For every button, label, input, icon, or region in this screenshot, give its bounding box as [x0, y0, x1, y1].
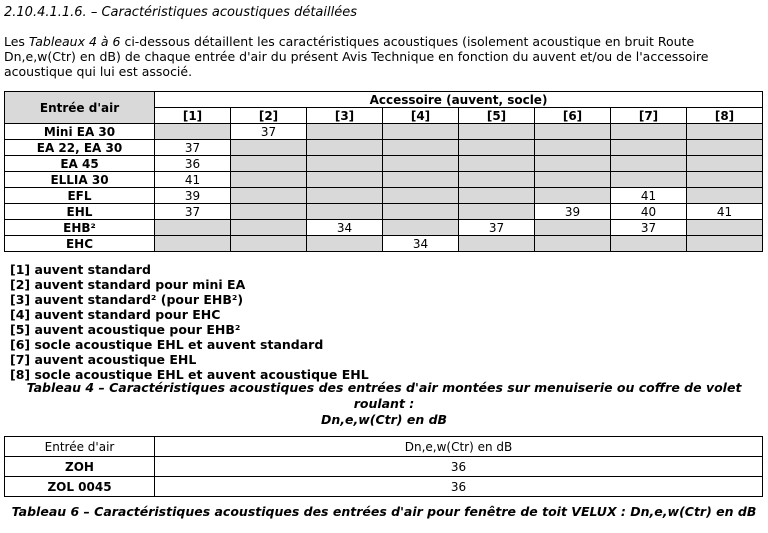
- table4-column-header: [7]: [611, 108, 687, 124]
- table-cell: [535, 124, 611, 140]
- table-cell: [459, 172, 535, 188]
- table-6: [4, 436, 763, 497]
- table-cell: 37: [155, 140, 231, 156]
- table4-column-header: [2]: [231, 108, 307, 124]
- table4-column-header: [4]: [383, 108, 459, 124]
- table-cell: [307, 188, 383, 204]
- table4-entry-header: Entrée d'air: [5, 92, 155, 124]
- table-cell: 37: [459, 220, 535, 236]
- table-cell: [459, 156, 535, 172]
- table4-column-header: [8]: [687, 108, 763, 124]
- table-cell: [535, 172, 611, 188]
- legend-item: [3] auvent standard² (pour EHB²): [10, 292, 244, 307]
- table-cell: [383, 204, 459, 220]
- table-cell: [687, 220, 763, 236]
- table-cell: [231, 140, 307, 156]
- table4-group-header: Accessoire (auvent, socle): [155, 92, 763, 108]
- table-cell: [687, 156, 763, 172]
- section-heading: 2.10.4.1.1.6. – Caractéristiques acoustiques détaillées: [4, 5, 357, 20]
- legend-item: [8] socle acoustique EHL et auvent acoustique EHL: [10, 367, 369, 382]
- table-cell: [383, 124, 459, 140]
- table-cell: 34: [307, 220, 383, 236]
- intro-paragraph: [4, 34, 764, 79]
- table4-caption-line2: Dn,e,w(Ctr) en dB: [320, 412, 448, 427]
- table-cell: 41: [155, 172, 231, 188]
- table-row: [5, 457, 763, 477]
- legend-item: [7] auvent acoustique EHL: [10, 352, 197, 367]
- row-label: EHL: [5, 204, 155, 220]
- table-cell: [307, 204, 383, 220]
- table-cell: [231, 236, 307, 252]
- table-cell: [611, 124, 687, 140]
- table-cell: [459, 124, 535, 140]
- table-row: [5, 156, 763, 172]
- table-row: [5, 188, 763, 204]
- row-label: ELLIA 30: [5, 172, 155, 188]
- table-row: [5, 140, 763, 156]
- table-row: [5, 124, 763, 140]
- row-label: ZOL 0045: [5, 477, 155, 497]
- table-cell: [307, 236, 383, 252]
- table-cell: [611, 236, 687, 252]
- table-cell: [535, 156, 611, 172]
- table-cell: 34: [383, 236, 459, 252]
- table-row: [5, 477, 763, 497]
- table-cell: [383, 172, 459, 188]
- table-cell: 37: [611, 220, 687, 236]
- table-cell: [459, 204, 535, 220]
- table-cell: 41: [611, 188, 687, 204]
- table-cell: 36: [155, 477, 763, 497]
- table-cell: [155, 124, 231, 140]
- table-cell: [687, 172, 763, 188]
- table-cell: [383, 220, 459, 236]
- row-label: Mini EA 30: [5, 124, 155, 140]
- table-cell: [459, 236, 535, 252]
- table-cell: [307, 156, 383, 172]
- table4-column-header: [6]: [535, 108, 611, 124]
- table-cell: [231, 204, 307, 220]
- table-cell: 39: [155, 188, 231, 204]
- row-label: EA 22, EA 30: [5, 140, 155, 156]
- table-cell: [231, 220, 307, 236]
- table6-value-header: Dn,e,w(Ctr) en dB: [155, 437, 763, 457]
- table-cell: [307, 172, 383, 188]
- table-cell: [459, 188, 535, 204]
- table-cell: [535, 140, 611, 156]
- legend-item: [6] socle acoustique EHL et auvent standard: [10, 337, 324, 352]
- table-cell: 36: [155, 156, 231, 172]
- table-cell: [611, 156, 687, 172]
- table-cell: [231, 156, 307, 172]
- table-4: [4, 91, 763, 252]
- table-cell: 41: [687, 204, 763, 220]
- table-cell: [307, 140, 383, 156]
- table4-column-header: [5]: [459, 108, 535, 124]
- legend-item: [1] auvent standard: [10, 262, 151, 277]
- table6-entry-header: Entrée d'air: [5, 437, 155, 457]
- table-cell: 37: [231, 124, 307, 140]
- table4-caption: [4, 380, 764, 428]
- legend-item: [5] auvent acoustique pour EHB²: [10, 322, 241, 337]
- legend-item: [2] auvent standard pour mini EA: [10, 277, 246, 292]
- table-cell: [535, 220, 611, 236]
- table-cell: 36: [155, 457, 763, 477]
- intro-text-end: ci-dessous détaillent les caractéristiques acoustiques (isolement acoustique en bruit Route Dn,e,w(Ctr) en dB) de chaque entrée d'air du présent Avis Technique en fonction du auvent et/ou de l'accessoire acoustique qui lui est associé.: [4, 34, 709, 79]
- intro-table-reference: Tableaux 4 à 6: [28, 34, 121, 49]
- table-cell: [535, 236, 611, 252]
- row-label: EA 45: [5, 156, 155, 172]
- table-cell: [459, 140, 535, 156]
- table4-column-header: [1]: [155, 108, 231, 124]
- row-label: EFL: [5, 188, 155, 204]
- table-cell: 39: [535, 204, 611, 220]
- row-label: EHC: [5, 236, 155, 252]
- table-cell: [611, 172, 687, 188]
- table-cell: [687, 140, 763, 156]
- table-cell: [687, 124, 763, 140]
- table-cell: [687, 236, 763, 252]
- table-cell: 40: [611, 204, 687, 220]
- table-cell: [535, 188, 611, 204]
- table-cell: [231, 188, 307, 204]
- legend-item: [4] auvent standard pour EHC: [10, 307, 221, 322]
- table-cell: [155, 220, 231, 236]
- table-cell: [307, 124, 383, 140]
- row-label: ZOH: [5, 457, 155, 477]
- table-row: [5, 204, 763, 220]
- table4-caption-line1: Tableau 4 – Caractéristiques acoustiques des entrées d'air montées sur menuiserie ou coffre de volet roulant :: [26, 380, 742, 411]
- table4-column-header: [3]: [307, 108, 383, 124]
- table-cell: [611, 140, 687, 156]
- row-label: EHB²: [5, 220, 155, 236]
- table6-caption: Tableau 6 – Caractéristiques acoustiques des entrées d'air pour fenêtre de toit VELUX : Dn,e,w(Ctr) en dB: [11, 504, 757, 519]
- table-cell: [383, 140, 459, 156]
- table-cell: [687, 188, 763, 204]
- intro-text-start: Les: [4, 34, 29, 49]
- table-cell: [155, 236, 231, 252]
- table4-legend: [10, 262, 369, 382]
- table-row: [5, 236, 763, 252]
- table-row: [5, 220, 763, 236]
- table-cell: [383, 156, 459, 172]
- table-cell: [383, 188, 459, 204]
- table-cell: [231, 172, 307, 188]
- table-row: [5, 172, 763, 188]
- table6-body: [5, 457, 763, 497]
- table-cell: 37: [155, 204, 231, 220]
- table4-body: [5, 124, 763, 252]
